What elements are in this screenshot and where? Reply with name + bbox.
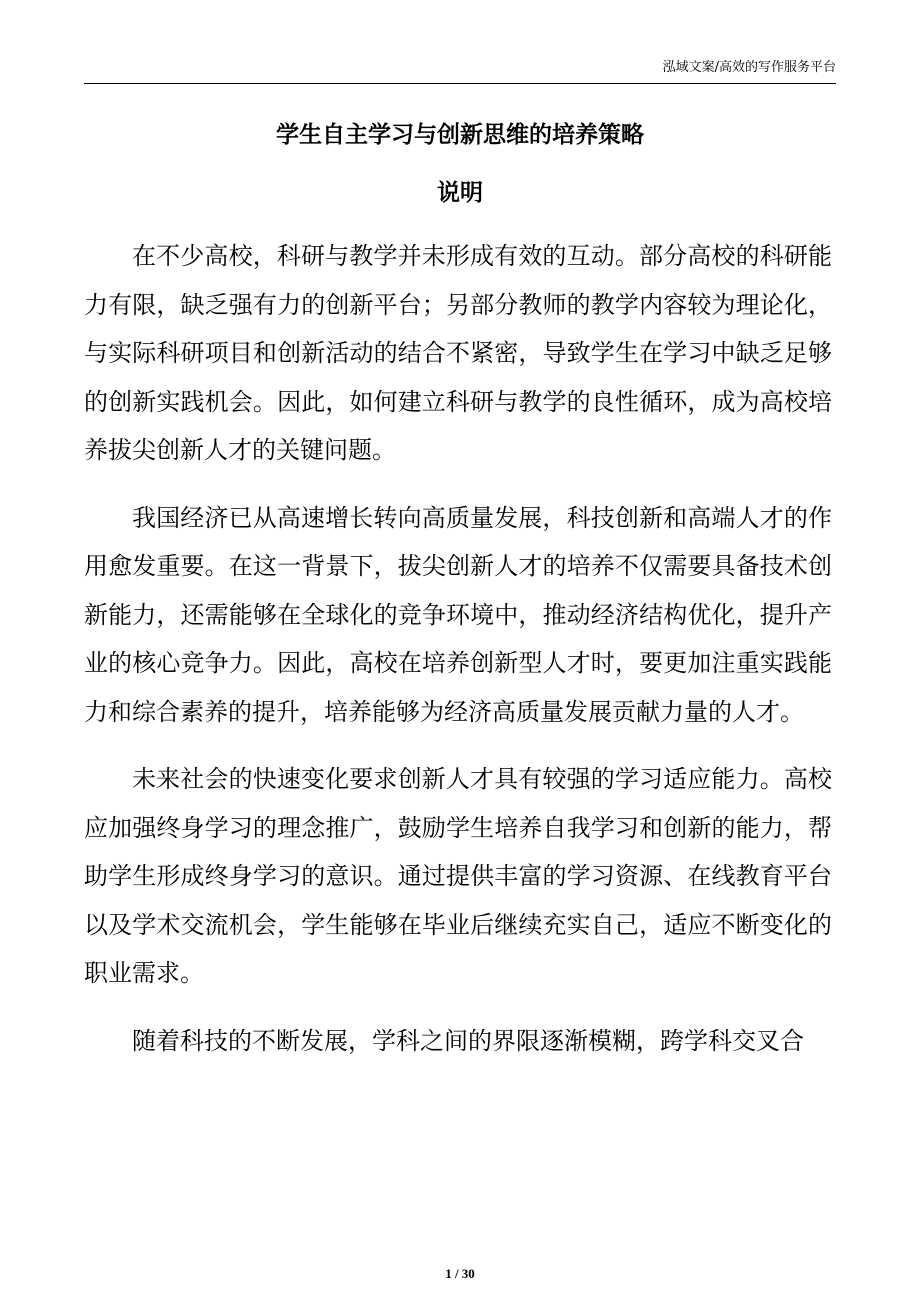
paragraph-3: 未来社会的快速变化要求创新人才具有较强的学习适应能力。高校应加强终身学习的理念推广，鼓励学生培养自我学习和创新的能力，帮助学生形成终身学习的意识。通过提供丰富的学习资源、在线教育平台以及学术交流机会，学生能够在毕业后继续充实自己，适应不断变化的职业需求。	[84, 765, 832, 987]
header-divider	[84, 83, 836, 84]
section-heading: 说明	[437, 180, 483, 206]
paragraph-2: 我国经济已从高速增长转向高质量发展，科技创新和高端人才的作用愈发重要。在这一背景下，拔尖创新人才的培养不仅需要具备技术创新能力，还需能够在全球化的竞争环境中，推动经济结构优化，提升产业的核心竞争力。因此，高校在培养创新型人才时，要更加注重实践能力和综合素养的提升，培养能够为经济高质量发展贡献力量的人才。	[84, 503, 832, 726]
header-text: 泓域文案/高效的写作服务平台	[662, 60, 836, 75]
paragraph-1: 在不少高校，科研与教学并未形成有效的互动。部分高校的科研能力有限，缺乏强有力的创新平台；另部分教师的教学内容较为理论化，与实际科研项目和创新活动的结合不紧密，导致学生在学习中缺乏足够的创新实践机会。因此，如何建立科研与教学的良性循环，成为高校培养拔尖创新人才的关键问题。	[84, 242, 832, 464]
body-text	[84, 232, 832, 1084]
page-number: 1 / 30	[445, 1266, 475, 1281]
paragraph-4: 随着科技的不断发展，学科之间的界限逐渐模糊，跨学科交叉合	[132, 1026, 804, 1055]
document-title: 学生自主学习与创新思维的培养策略	[276, 122, 644, 148]
